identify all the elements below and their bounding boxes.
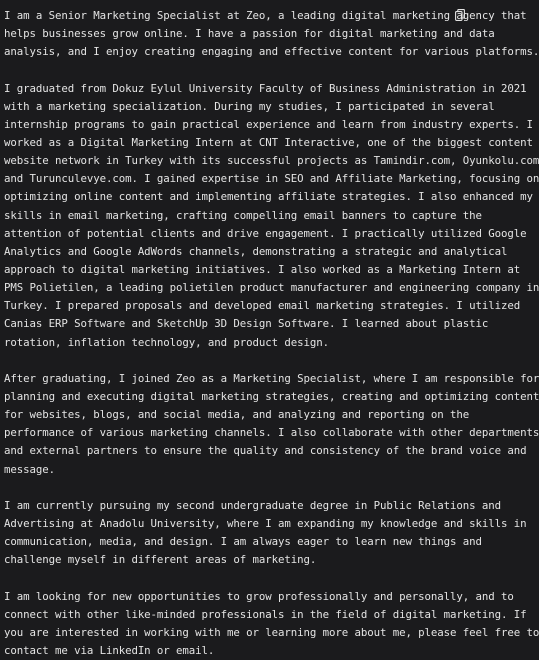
text-line: helps businesses grow online. I have a passion for digital marketing and data <box>4 25 472 43</box>
text-line: for websites, blogs, and social media, and analyzing and reporting on the <box>4 406 472 424</box>
text-line: you are interested in working with me or learning more about me, please feel free to <box>4 624 472 642</box>
paragraph <box>4 497 472 570</box>
copy-icon <box>455 9 465 21</box>
text-line: Advertising at Anadolu University, where I am expanding my knowledge and skills in <box>4 515 472 533</box>
text-line: skills in email marketing, crafting compelling email banners to capture the <box>4 207 472 225</box>
paragraph <box>4 370 472 479</box>
text-line: Canias ERP Software and SketchUp 3D Design Software. I learned about plastic <box>4 315 472 333</box>
text-line: I graduated from Dokuz Eylul University Faculty of Business Administration in 2021 <box>4 80 472 98</box>
text-line: contact me via LinkedIn or email. <box>4 642 472 660</box>
text-line: worked as a Digital Marketing Intern at CNT Interactive, one of the biggest content <box>4 134 472 152</box>
text-line: message. <box>4 461 472 479</box>
paragraph <box>4 588 472 660</box>
text-line: communication, media, and design. I am always eager to learn new things and <box>4 533 472 551</box>
text-line: planning and executing digital marketing strategies, creating and optimizing content <box>4 388 472 406</box>
paragraph <box>4 80 472 352</box>
text-line: I am looking for new opportunities to grow professionally and personally, and to <box>4 588 472 606</box>
text-line: approach to digital marketing initiatives. I also worked as a Marketing Intern at <box>4 261 472 279</box>
text-line: I am a Senior Marketing Specialist at Zeo, a leading digital marketing agency that <box>4 7 472 25</box>
text-line: optimizing online content and implementing affiliate strategies. I also enhanced my <box>4 188 472 206</box>
text-line: analysis, and I enjoy creating engaging and effective content for various platforms. <box>4 43 472 61</box>
text-line: Analytics and Google AdWords channels, demonstrating a strategic and analytical <box>4 243 472 261</box>
paragraph <box>4 7 472 61</box>
text-line: and external partners to ensure the quality and consistency of the brand voice and <box>4 442 472 460</box>
copy-button[interactable] <box>455 9 465 21</box>
text-line: rotation, inflation technology, and product design. <box>4 334 472 352</box>
text-line: attention of potential clients and drive engagement. I practically utilized Google <box>4 225 472 243</box>
text-line: with a marketing specialization. During my studies, I participated in several <box>4 98 472 116</box>
text-line: After graduating, I joined Zeo as a Marketing Specialist, where I am responsible for <box>4 370 472 388</box>
text-line: Turkey. I prepared proposals and developed email marketing strategies. I utilized <box>4 297 472 315</box>
text-line: website network in Turkey with its successful projects as Tamindir.com, Oyunkolu.com <box>4 152 472 170</box>
text-line: performance of various marketing channels. I also collaborate with other departments <box>4 424 472 442</box>
message-text <box>4 7 472 660</box>
text-line: challenge myself in different areas of marketing. <box>4 551 472 569</box>
text-line: internship programs to gain practical experience and learn from industry experts. I <box>4 116 472 134</box>
text-line: I am currently pursuing my second undergraduate degree in Public Relations and <box>4 497 472 515</box>
text-line: and Turunculevye.com. I gained expertise in SEO and Affiliate Marketing, focusing on <box>4 170 472 188</box>
text-line: connect with other like-minded professionals in the field of digital marketing. If <box>4 606 472 624</box>
text-line: PMS Polietilen, a leading polietilen product manufacturer and engineering company in <box>4 279 472 297</box>
